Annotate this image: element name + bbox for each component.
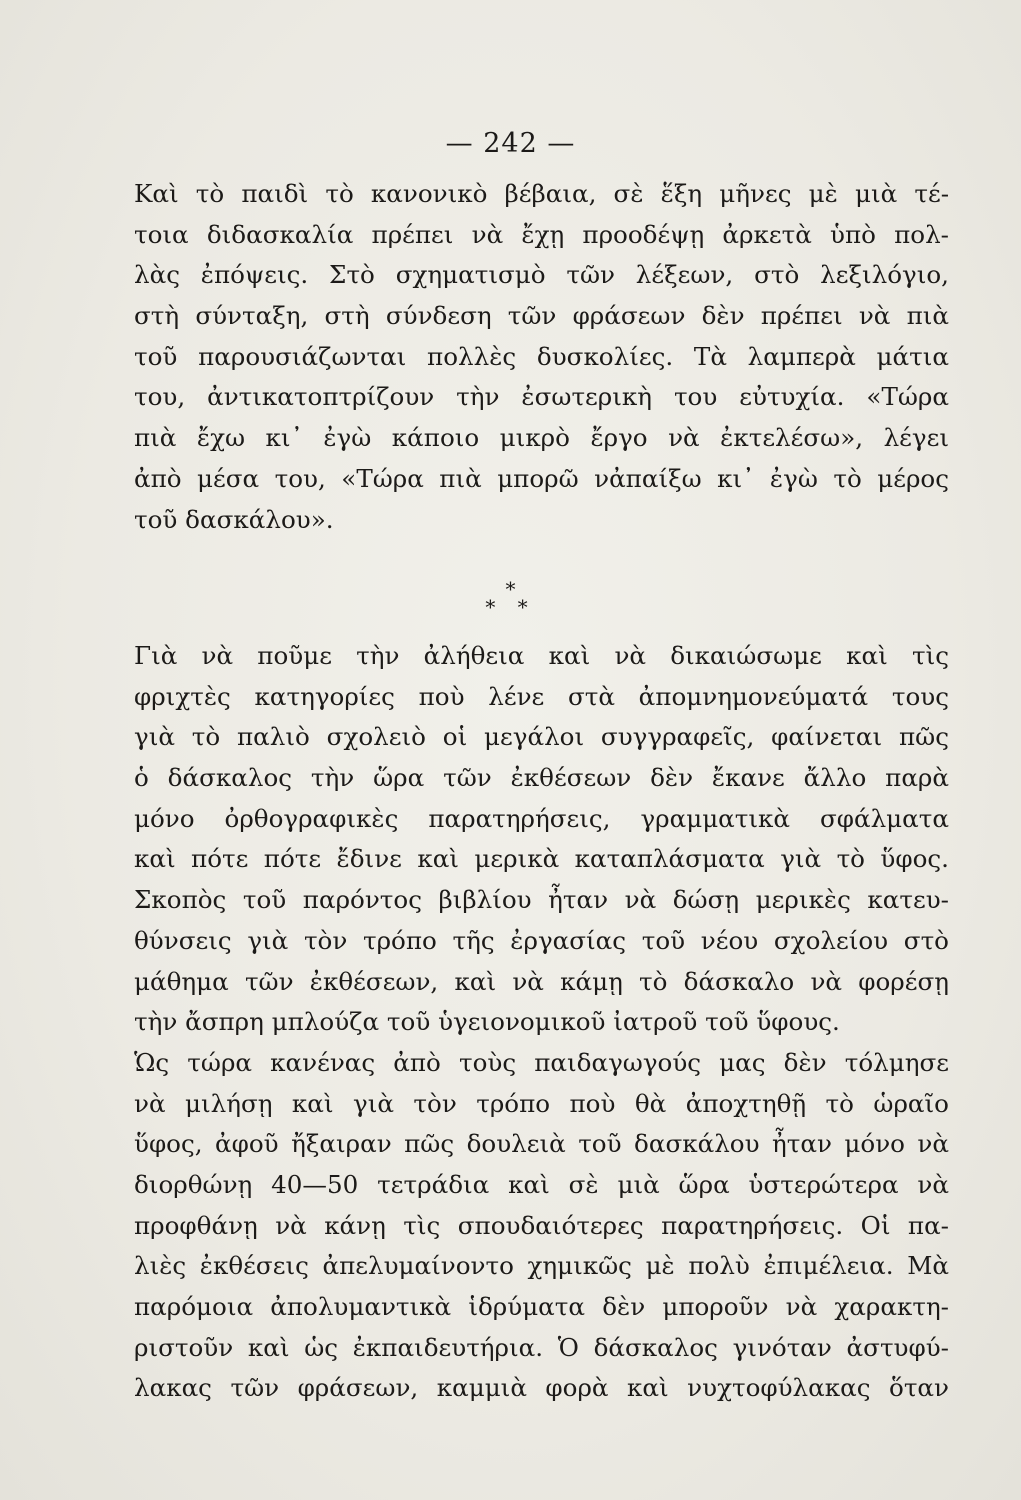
text-line: θύνσεις γιὰ τὸν τρόπο τῆς ἐργασίας τοῦ νέου σχολείου στὸ: [134, 925, 949, 955]
text-line: μάθημα τῶν ἐκθέσεων, καὶ νὰ κάμῃ τὸ δάσκαλο νὰ φορέσῃ: [134, 966, 949, 996]
text-line: παρόμοια ἀπολυμαντικὰ ἱδρύματα δὲν μποροῦν νὰ χαρακτη-: [134, 1292, 949, 1321]
text-line: του, ἀντικατοπτρίζουν τὴν ἐσωτερικὴ του εὐτυχία. «Τώρα: [134, 382, 949, 412]
text-line: προφθάνῃ νὰ κάνῃ τὶς σπουδαιότερες παρατηρήσεις. Οἱ πα-: [134, 1210, 949, 1240]
text-line: τοῦ παρουσιάζωνται πολλὲς δυσκολίες. Τὰ λαμπερὰ μάτια: [134, 341, 949, 371]
text-line: φριχτὲς κατηγορίες ποὺ λένε στὰ ἀπομνημονεύματά τους: [134, 681, 949, 711]
text-line: ριστοῦν καὶ ὡς ἐκπαιδευτήρια. Ὁ δάσκαλος γινόταν ἀστυφύ-: [134, 1332, 949, 1362]
text-line: ὕφος, ἀφοῦ ἤξαιραν πῶς δουλειὰ τοῦ δασκάλου ἦταν μόνο νὰ: [134, 1129, 949, 1159]
text-line: μόνο ὀρθογραφικὲς παρατηρήσεις, γραμματικὰ σφάλματα: [134, 803, 949, 833]
paragraph-2: [134, 636, 949, 1409]
section-separator-asterisk: *: [505, 577, 516, 601]
text-line: γιὰ τὸ παλιὸ σχολειὸ οἱ μεγάλοι συγγραφεῖς, φαίνεται πῶς: [134, 722, 949, 752]
paragraph-1: [134, 174, 949, 540]
text-line: ὁ δάσκαλος τὴν ὥρα τῶν ἐκθέσεων δὲν ἔκανε ἄλλο παρὰ: [134, 763, 949, 793]
text-line: λακας τῶν φράσεων, καμμιὰ φορὰ καὶ νυχτοφύλακας ὅταν: [134, 1373, 949, 1403]
text-line: τοῦ δασκάλου».: [134, 504, 334, 534]
text-line: τοια διδασκαλία πρέπει νὰ ἔχῃ προοδέψῃ ἀρκετὰ ὑπὸ πολ-: [134, 219, 949, 249]
page-number: — 242 —: [445, 128, 576, 159]
text-line: καὶ πότε πότε ἔδινε καὶ μερικὰ καταπλάσματα γιὰ τὸ ὕφος.: [134, 844, 949, 874]
text-line: πιὰ ἔχω κι᾽ ἐγὼ κάποιο μικρὸ ἔργο νὰ ἐκτελέσω», λέγει: [134, 423, 949, 453]
text-line: ἀπὸ μέσα του, «Τώρα πιὰ μπορῶ νἀπαίξω κι᾽ ἐγὼ τὸ μέρος: [134, 463, 949, 493]
text-line: τὴν ἄσπρη μπλούζα τοῦ ὑγειονομικοῦ ἰατροῦ τοῦ ὕφους.: [134, 1007, 840, 1037]
text-line: Σκοπὸς τοῦ παρόντος βιβλίου ἦταν νὰ δώσῃ μερικὲς κατευ-: [134, 885, 949, 915]
text-line: διορθώνῃ 40—50 τετράδια καὶ σὲ μιὰ ὥρα ὑστερώτερα νὰ: [134, 1169, 949, 1199]
text-line: λὰς ἐπόψεις. Στὸ σχηματισμὸ τῶν λέξεων, στὸ λεξιλόγιο,: [134, 260, 949, 290]
text-line: λιὲς ἐκθέσεις ἀπελυμαίνοντο χημικῶς μὲ πολὺ ἐπιμέλεια. Μὰ: [134, 1251, 949, 1281]
text-line: Καὶ τὸ παιδὶ τὸ κανονικὸ βέβαια, σὲ ἕξη μῆνες μὲ μιὰ τέ-: [134, 179, 949, 208]
text-line: Γιὰ νὰ ποῦμε τὴν ἀλήθεια καὶ νὰ δικαιώσωμε καὶ τὶς: [134, 641, 949, 670]
text-line: στὴ σύνταξη, στὴ σύνδεση τῶν φράσεων δὲν πρέπει νὰ πιὰ: [134, 301, 949, 331]
text-line: Ὡς τώρα κανένας ἀπὸ τοὺς παιδαγωγούς μας δὲν τόλμησε: [134, 1047, 949, 1077]
text-line: νὰ μιλήσῃ καὶ γιὰ τὸν τρόπο ποὺ θὰ ἀποχτηθῇ τὸ ὡραῖο: [134, 1088, 949, 1118]
section-separator-asterisks: * *: [485, 595, 536, 619]
